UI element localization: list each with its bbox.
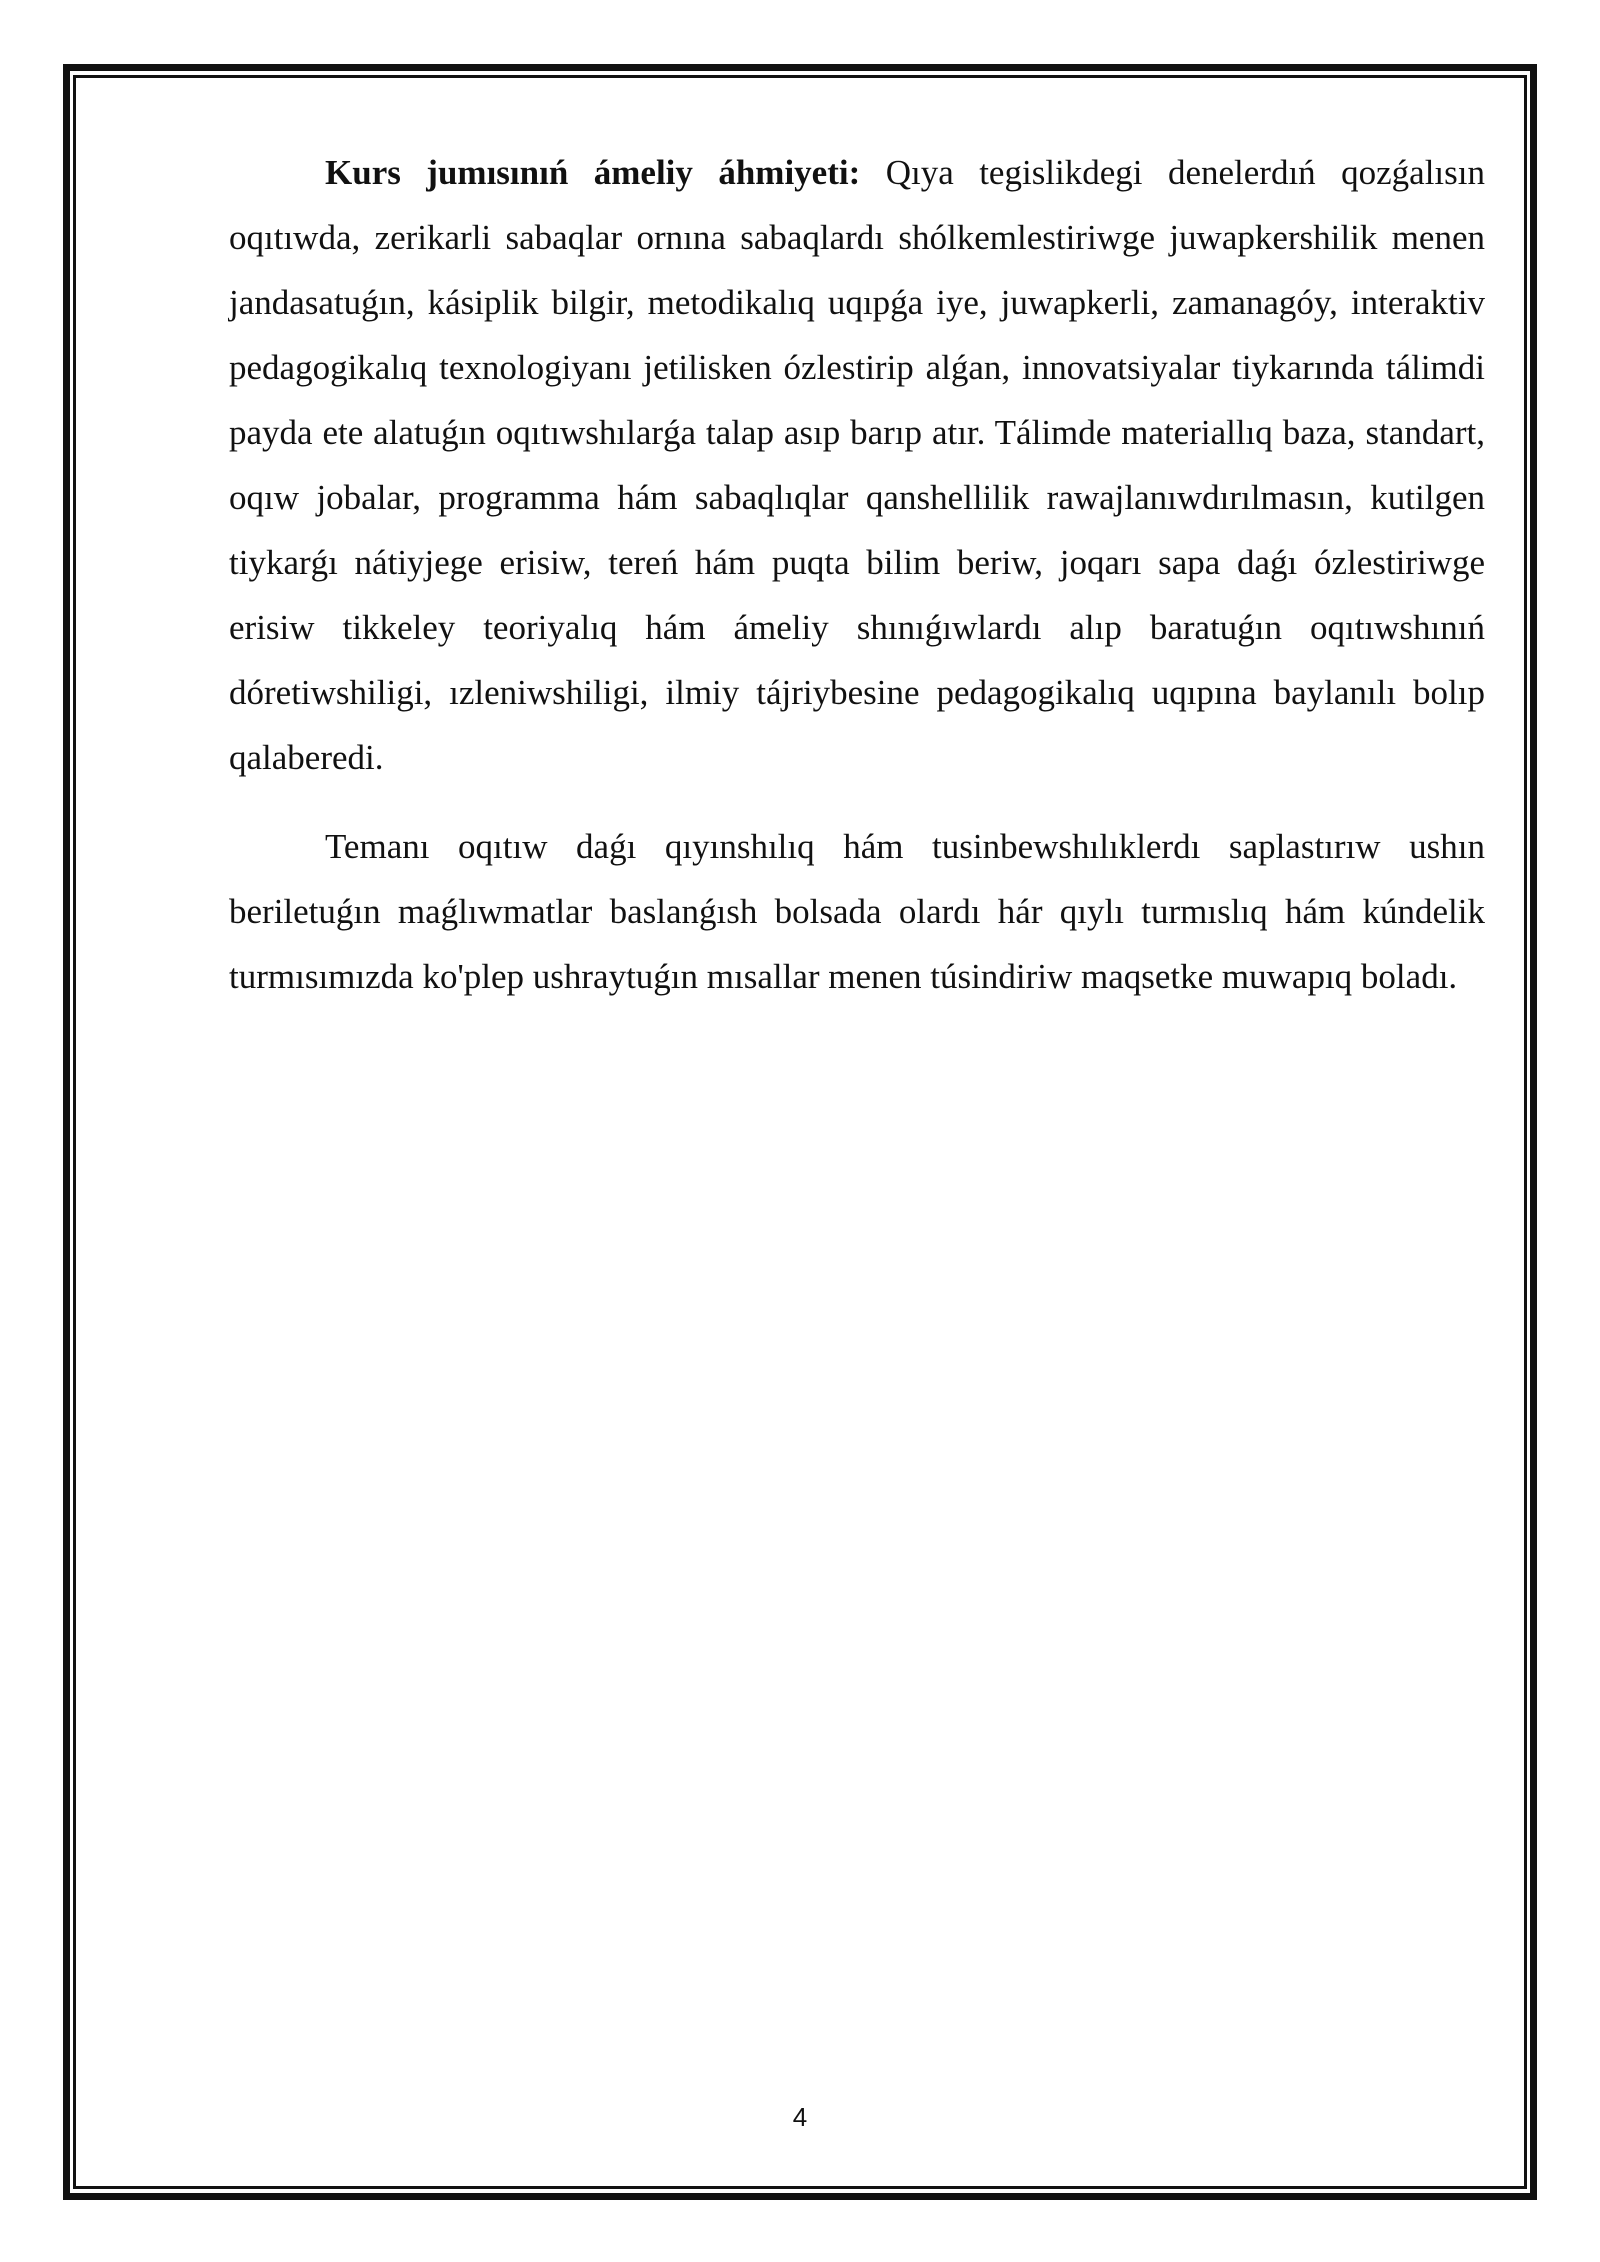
paragraph-text: Qıya tegislikdegi denelerdıń qozǵalısın oqıtıwda, zerikarli sabaqlar ornına sabaqlardı shólkemlestiriwge juwapkershilik menen jandasatuǵın, kásiplik bilgir, metodikalıq uqıpǵa iye, juwapkerli, zamanagóy, interaktiv pedagogikalıq texnologiyanı jetilisken ózlestirip alǵan, innovatsiyalar tiykarında tálimdi payda ete alatuǵın oqıtıwshılarǵa talap asıp barıp atır. Tálimde materiallıq baza, standart, oqıw jobalar, programma hám sabaqlıqlar qanshellilik rawajlanıwdırılmasın, kutilgen tiykarǵı nátiyjege erisiw, tereń hám puqta bilim beriw, joqarı sapa daǵı ózlestiriwge erisiw tikkeley teoriyalıq hám ámeliy shınıǵıwlardı alıp baratuǵın oqıtıwshınıń dóretiwshiligi, ızleniwshiligi, ilmiy tájriybesine pedagogikalıq uqıpına baylanılı bolıp qalaberedi.	[229, 153, 1485, 777]
page-number: 4	[792, 2102, 808, 2132]
paragraph-lead-heading: Kurs jumısınıń ámeliy áhmiyeti:	[325, 153, 861, 192]
paragraph-text: Temanı oqıtıw daǵı qıyınshılıq hám tusinbewshılıklerdı saplastırıw ushın beriletuǵın maǵlıwmatlar baslanǵısh bolsada olardı hár qıylı turmıslıq hám kúndelik turmısımızda ko'plep ushraytuǵın mısallar menen túsindiriw maqsetke muwapıq boladı.	[229, 827, 1485, 996]
paragraph-practical-significance	[229, 140, 1485, 790]
paragraph-topic-teaching	[229, 814, 1485, 1009]
document-body	[229, 140, 1485, 1033]
